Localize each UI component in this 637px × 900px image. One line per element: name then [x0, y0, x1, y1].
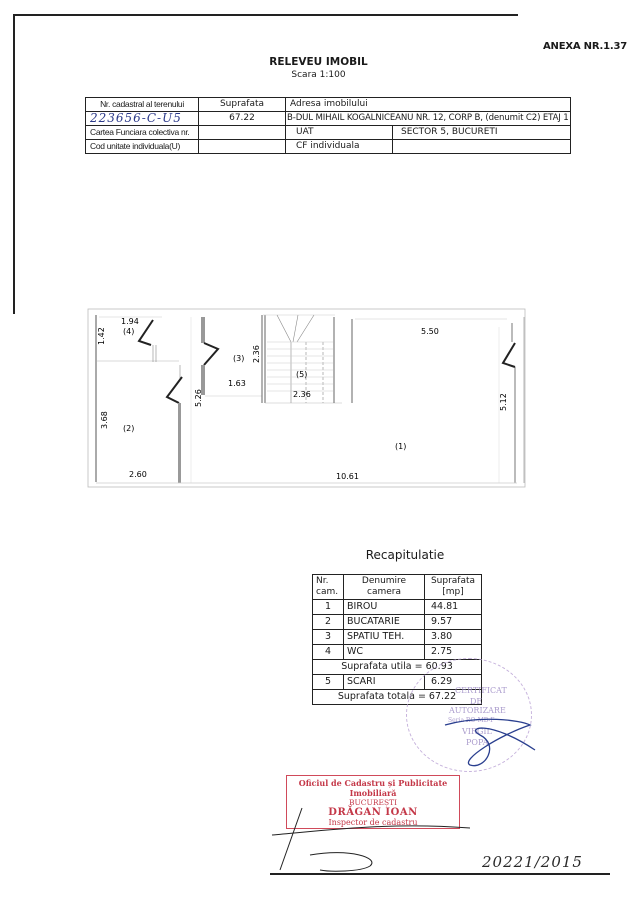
recap-row [313, 600, 482, 615]
row-name: SCARI [344, 675, 425, 690]
recap-row [313, 630, 482, 645]
dim-room1-top: 5.50 [421, 327, 439, 336]
row-nr: 4 [313, 645, 344, 660]
info-row-4 [86, 140, 571, 154]
recap-header-row [313, 575, 482, 600]
row-area: 3.80 [425, 630, 482, 645]
row-area: 9.57 [425, 615, 482, 630]
footer-line [270, 873, 610, 875]
row-area: 44.81 [425, 600, 482, 615]
dim-total-length: 10.61 [336, 472, 359, 481]
cf-collective-label: Cartea Funciara colectiva nr. [86, 126, 199, 140]
row-nr: 1 [313, 600, 344, 615]
dim-5-26: 5.26 [194, 389, 203, 407]
stamp-office-name: Oficiul de Cadastru și Publicitate Imobiliară [298, 778, 448, 798]
stamp-city: BUCUREȘTI [348, 798, 398, 807]
stamp-line: CERTIFICAT [455, 686, 507, 695]
stamp-inspector-name: DRĂGAN IOAN [328, 807, 418, 818]
stamp-line: DE [470, 697, 483, 706]
useful-area: Suprafata utila = 60.93 [313, 660, 482, 675]
row-name: BIROU [344, 600, 425, 615]
cadastral-label: Nr. cadastral al terenului [86, 98, 199, 112]
label-room1: (1) [395, 442, 407, 451]
uat-label: UAT [286, 126, 393, 140]
area-value: 67.22 [199, 112, 286, 126]
address-label: Adresa imobilului [286, 98, 571, 112]
stamp-line: AUTORIZARE [449, 706, 506, 715]
dim-room4-height: 1.42 [97, 327, 106, 345]
row-nr: 5 [313, 675, 344, 690]
row-area: 2.75 [425, 645, 482, 660]
cadastral-number: 223656-C-U5 [86, 112, 199, 126]
row-nr: 3 [313, 630, 344, 645]
address-value: B-DUL MIHAIL KOGALNICEANU NR. 12, CORP B, (denumit C2) ETAJ 1 [286, 112, 571, 126]
uat-value: SECTOR 5, BUCURETI [393, 126, 571, 140]
dim-stair-width: 2.36 [293, 390, 311, 399]
recap-row [313, 645, 482, 660]
floor-plan [87, 307, 527, 490]
dim-room1-height: 5.12 [499, 393, 508, 411]
dim-room4-width: 1.94 [121, 317, 139, 326]
stamp-line: POPA [466, 738, 489, 747]
header-area: Suprafata [mp] [425, 575, 482, 600]
header-name: Denumire camera [344, 575, 425, 600]
dim-stair-height: 2.36 [252, 345, 261, 363]
total-area: Suprafata totala = 67.22 [313, 690, 482, 705]
dim-room3-width: 1.63 [228, 379, 246, 388]
recap-row [313, 615, 482, 630]
info-row-2 [86, 112, 571, 126]
inspector-signature-icon [270, 800, 480, 880]
row-name: BUCATARIE [344, 615, 425, 630]
page-frame-top [13, 14, 518, 16]
dim-room2-width: 2.60 [129, 470, 147, 479]
handwritten-reference: 20221/2015 [482, 853, 583, 871]
area-label: Suprafata [199, 98, 286, 112]
cf-individual-value [393, 140, 571, 154]
recap-title: Recapitulatie [365, 548, 445, 562]
stamp-line: VIRGIL [462, 727, 492, 736]
row-area: 6.29 [425, 675, 482, 690]
label-stair: (5) [296, 370, 308, 379]
row-name: WC [344, 645, 425, 660]
property-info-table [85, 97, 571, 154]
header-nr: Nr. cam. [313, 575, 344, 600]
cf-individual-label: CF individuala [286, 140, 393, 154]
stamp-line: Seria RO-MB-F [448, 717, 495, 724]
unit-code-value [199, 140, 286, 154]
dim-room2-height: 3.68 [100, 411, 109, 429]
document-title: RELEVEU IMOBIL [269, 56, 368, 68]
signature-icon [440, 715, 540, 770]
row-name: SPATIU TEH. [344, 630, 425, 645]
stamp-inspector-role: Inspector de cadastru [328, 818, 418, 827]
info-row-1 [86, 98, 571, 112]
label-room3: (3) [233, 354, 245, 363]
info-row-3 [86, 126, 571, 140]
annex-label: ANEXA NR.1.37 [543, 41, 627, 52]
scale-label: Scara 1:100 [291, 70, 346, 80]
cf-collective-value [199, 126, 286, 140]
row-nr: 2 [313, 615, 344, 630]
label-room2: (2) [123, 424, 135, 433]
label-room4: (4) [123, 327, 135, 336]
unit-code-label: Cod unitate individuala(U) [86, 140, 199, 154]
